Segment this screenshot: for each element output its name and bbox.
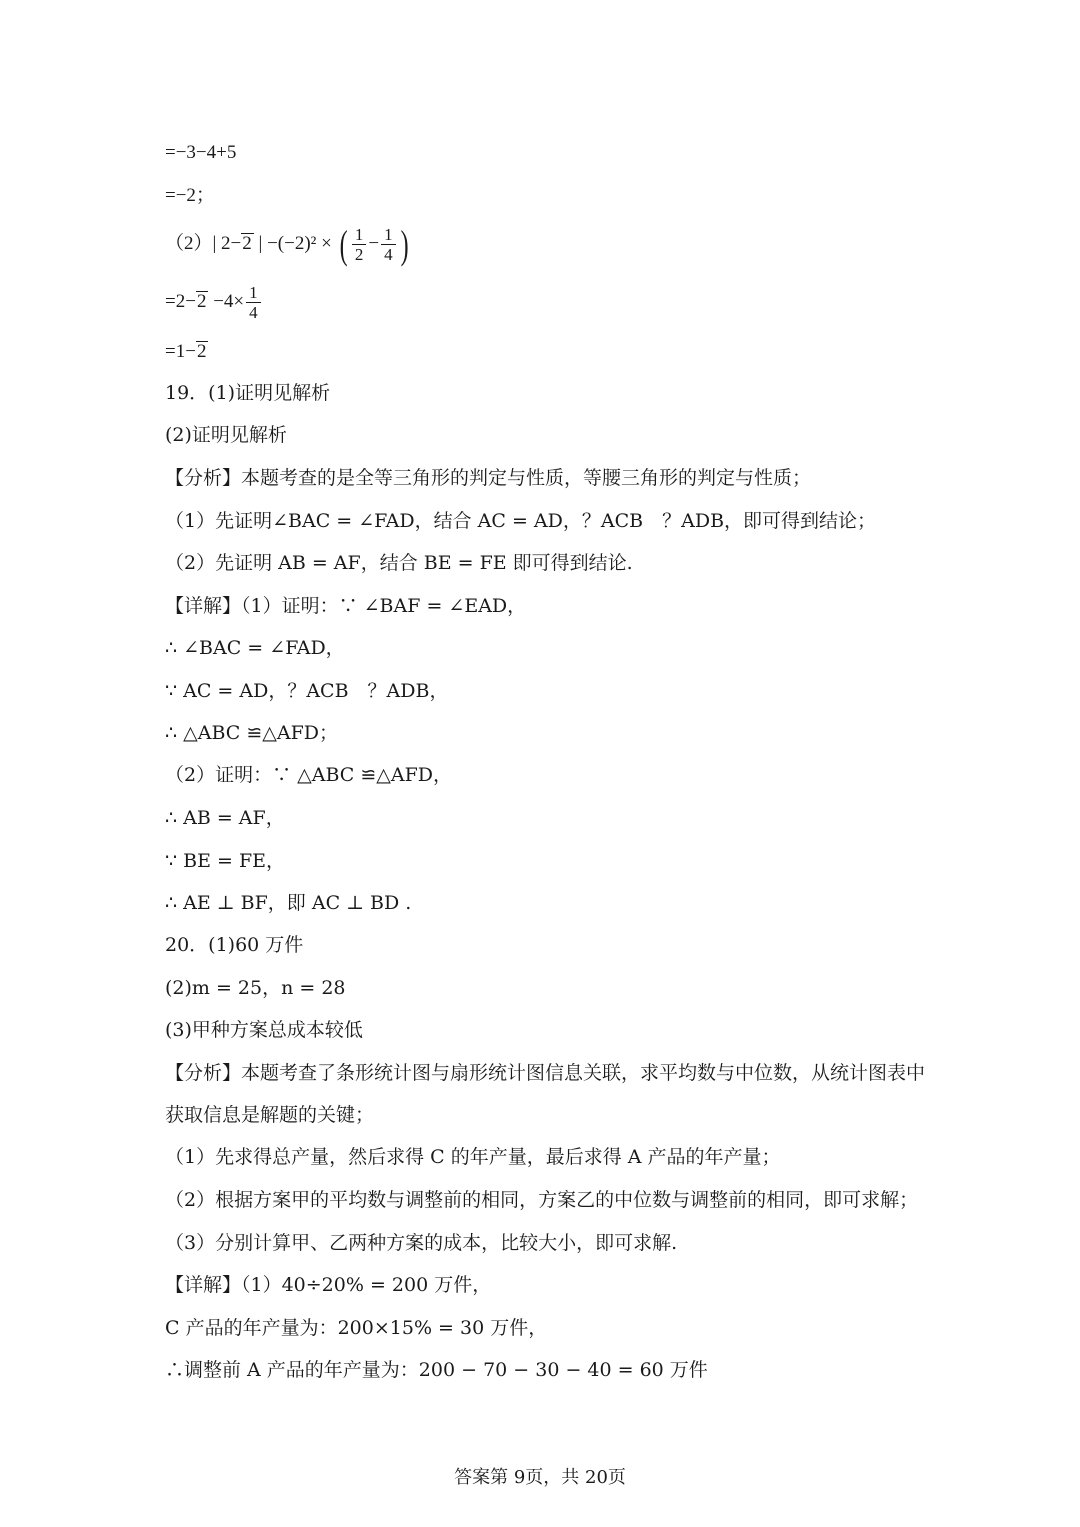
- proof-step: （2）证明：∵ △ABC ≌△AFD，: [165, 764, 453, 786]
- equation-text: =1−: [165, 341, 196, 362]
- page-footer: 答案第 9页，共 20页: [454, 1467, 626, 1488]
- equation-text: =2−: [165, 291, 196, 312]
- fraction-denominator: 4: [384, 245, 393, 265]
- sqrt-radicand: 2: [242, 233, 252, 254]
- analysis-step: （1）先证明∠BAC = ∠FAD，结合 AC = AD，？ACB ？ADB，即可得到结论；: [165, 510, 877, 532]
- calculation-step: ∴调整前 A 产品的年产量为：200 − 70 − 30 − 40 = 60 万件: [165, 1359, 708, 1381]
- sqrt-radicand: 2: [196, 291, 207, 312]
- equation-line-1: [165, 141, 236, 165]
- analysis-paragraph: 【分析】本题考查了条形统计图与扇形统计图信息关联，求平均数与中位数，从统计图表中: [165, 1062, 926, 1084]
- fraction: [246, 283, 261, 322]
- analysis-step: （2）先证明 AB = AF，结合 BE = FE 即可得到结论.: [165, 552, 633, 574]
- left-paren: (: [339, 221, 348, 267]
- answer-20-heading: 20．(1)60 万件: [165, 934, 304, 956]
- fraction: [352, 225, 367, 264]
- equation-line-2: [165, 184, 215, 208]
- minus-sign: −: [368, 233, 380, 254]
- analysis-paragraph-continued: 获取信息是解题的关键；: [165, 1104, 375, 1126]
- detail-paragraph: 【详解】（1）40÷20% = 200 万件，: [165, 1274, 492, 1296]
- calculation-step: C 产品的年产量为：200×15% = 30 万件，: [165, 1317, 548, 1339]
- answer-19-heading: 19．(1)证明见解析: [165, 382, 331, 404]
- analysis-step: （3）分别计算甲、乙两种方案的成本，比较大小，即可求解.: [165, 1232, 678, 1254]
- analysis-step: （2）根据方案甲的平均数与调整前的相同，方案乙的中位数与调整前的相同，即可求解；: [165, 1189, 919, 1211]
- right-paren: ): [400, 221, 409, 267]
- answer-20-part2: (2)m = 25，n = 28: [165, 977, 346, 999]
- proof-step: ∵ BE = FE，: [165, 850, 286, 872]
- proof-step: ∴ △ABC ≌△AFD；: [165, 722, 339, 744]
- equation-text: （2）| 2−: [165, 233, 242, 254]
- fraction-denominator: 4: [249, 303, 258, 323]
- fraction-numerator: 1: [246, 283, 261, 303]
- fraction-numerator: 1: [381, 225, 396, 245]
- equation-text: −4×: [208, 291, 245, 312]
- detail-paragraph: 【详解】（1）证明：∵ ∠BAF = ∠EAD，: [165, 595, 527, 617]
- proof-step: ∴ AE ⊥ BF，即 AC ⊥ BD .: [165, 892, 412, 914]
- analysis-paragraph: 【分析】本题考查的是全等三角形的判定与性质，等腰三角形的判定与性质；: [165, 467, 812, 489]
- answer-20-part3: (3)甲种方案总成本较低: [165, 1019, 363, 1041]
- answer-19-part2: (2)证明见解析: [165, 424, 287, 446]
- fraction-denominator: 2: [354, 245, 364, 265]
- equation-line-3: [165, 221, 411, 267]
- equation-text: =−2；: [165, 185, 215, 206]
- fraction: [381, 225, 396, 264]
- fraction-numerator: 1: [352, 225, 367, 245]
- proof-step: ∴ AB = AF，: [165, 807, 285, 829]
- equation-line-4: [165, 279, 263, 325]
- sqrt-radicand: 2: [196, 341, 207, 362]
- equation-line-5: [165, 340, 208, 364]
- analysis-step: （1）先求得总产量，然后求得 C 的年产量，最后求得 A 产品的年产量；: [165, 1146, 781, 1168]
- equation-text: =−3−4+5: [165, 142, 237, 163]
- equation-text: | −(−2)² ×: [253, 233, 332, 254]
- proof-step: ∵ AC = AD，？ACB ？ADB，: [165, 680, 449, 702]
- proof-step: ∴ ∠BAC = ∠FAD，: [165, 637, 345, 659]
